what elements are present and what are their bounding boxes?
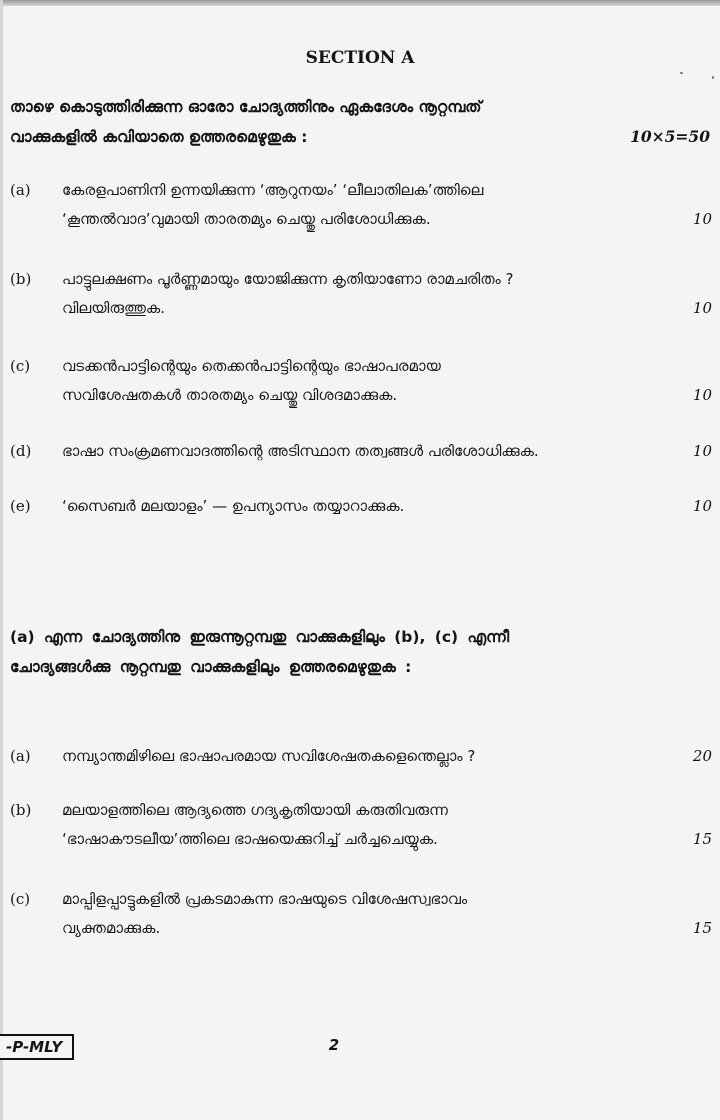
question-text bbox=[62, 352, 672, 410]
question-2b bbox=[10, 796, 712, 854]
section-title: SECTION A bbox=[305, 48, 415, 68]
question-text-line: വ്യക്തമാക്കുക. bbox=[62, 919, 161, 937]
question-text bbox=[62, 176, 672, 234]
instruction-1-line2: വാക്കുകളിൽ കവിയാതെ ഉത്തരമെഴുതുക : bbox=[10, 128, 308, 146]
page-top-edge bbox=[0, 0, 720, 6]
question-text-line: പാട്ടുലക്ഷണം പൂർണ്ണമായും യോജിക്കുന്ന കൃതിയാണോ രാമചരിതം ? bbox=[62, 270, 514, 288]
instruction-1-line1: താഴെ കൊടുത്തിരിക്കുന്ന ഓരോ ചോദ്യത്തിനും ഏകദേശം നൂറ്റമ്പത് bbox=[10, 98, 482, 116]
instruction-2 bbox=[10, 622, 710, 682]
question-text-line: ‘ഭാഷാകൗടലീയ’ത്തിലെ ഭാഷയെക്കുറിച്ച് ചർച്ചചെയ്യുക. bbox=[62, 830, 438, 848]
question-marks: 15 bbox=[692, 919, 712, 937]
question-marks: 10 bbox=[692, 299, 712, 317]
question-text bbox=[62, 742, 672, 771]
question-marks: 10 bbox=[692, 210, 712, 228]
question-text-line: സവിശേഷതകൾ താരതമ്യം ചെയ്തു വിശദമാക്കുക. bbox=[62, 386, 398, 404]
question-1a bbox=[10, 176, 712, 234]
scan-speck bbox=[680, 72, 683, 74]
question-2c bbox=[10, 885, 712, 943]
page-number: 2 bbox=[328, 1036, 340, 1054]
question-text-line: നമ്പ്യാന്തമിഴിലെ ഭാഷാപരമായ സവിശേഷതകളെന്തെല്ലാം ? bbox=[62, 747, 476, 765]
question-text bbox=[62, 265, 672, 323]
question-text bbox=[62, 492, 672, 521]
question-marks: 15 bbox=[692, 830, 712, 848]
question-text bbox=[62, 796, 672, 854]
question-1b bbox=[10, 265, 712, 323]
instruction-2-line1: (a) എന്ന ചോദ്യത്തിനു ഇരുന്നൂറ്റമ്പതു വാക്കുകളിലും (b), (c) എന്നീ bbox=[10, 628, 510, 646]
question-text bbox=[62, 885, 672, 943]
question-label: (c) bbox=[10, 357, 31, 375]
question-marks: 10 bbox=[692, 497, 712, 515]
question-2a bbox=[10, 742, 712, 771]
question-label: (d) bbox=[10, 442, 32, 460]
instruction-2-line2: ചോദ്യങ്ങൾക്കു നൂറ്റമ്പതു വാക്കുകളിലും ഉത്തരമെഴുതുക : bbox=[10, 658, 412, 676]
question-text-line: ‘കൂന്തൽവാദ’വുമായി താരതമ്യം ചെയ്തു പരിശോധിക്കുക. bbox=[62, 210, 431, 228]
paper-code: -P-MLY bbox=[0, 1034, 74, 1060]
question-label: (b) bbox=[10, 801, 32, 819]
question-text-line: മലയാളത്തിലെ ആദ്യത്തെ ഗദ്യകൃതിയായി കരുതിവരുന്ന bbox=[62, 801, 448, 819]
question-marks: 10 bbox=[692, 442, 712, 460]
question-marks: 20 bbox=[692, 747, 712, 765]
question-1c bbox=[10, 352, 712, 410]
question-text bbox=[62, 437, 672, 466]
question-1d bbox=[10, 437, 712, 466]
question-text-line: വിലയിരുത്തുക. bbox=[62, 299, 165, 317]
question-text-line: കേരളപാണിനി ഉന്നയിക്കുന്ന ‘ആറുനയം’ ‘ലീലാതിലക’ത്തിലെ bbox=[62, 181, 484, 199]
question-1e bbox=[10, 492, 712, 521]
total-marks: 10×5=50 bbox=[630, 127, 710, 146]
question-text-line: മാപ്പിളപ്പാട്ടുകളിൽ പ്രകടമാകുന്ന ഭാഷയുടെ വിശേഷസ്വഭാവം bbox=[62, 890, 468, 908]
question-text-line: വടക്കൻപാട്ടിന്റെയും തെക്കൻപാട്ടിന്റെയും ഭാഷാപരമായ bbox=[62, 357, 441, 375]
question-marks: 10 bbox=[692, 386, 712, 404]
page-left-edge bbox=[0, 0, 3, 1120]
question-text-line: ഭാഷാ സംക്രമണവാദത്തിന്റെ അടിസ്ഥാന തത്വങ്ങൾ പരിശോധിക്കുക. bbox=[62, 442, 539, 460]
instruction-1 bbox=[10, 92, 710, 152]
question-label: (a) bbox=[10, 747, 31, 765]
question-label: (b) bbox=[10, 270, 32, 288]
question-label: (c) bbox=[10, 890, 31, 908]
question-label: (a) bbox=[10, 181, 31, 199]
question-label: (e) bbox=[10, 497, 31, 515]
question-text-line: ‘സൈബർ മലയാളം’ — ഉപന്യാസം തയ്യാറാക്കുക. bbox=[62, 497, 405, 515]
scan-speck bbox=[712, 76, 714, 79]
